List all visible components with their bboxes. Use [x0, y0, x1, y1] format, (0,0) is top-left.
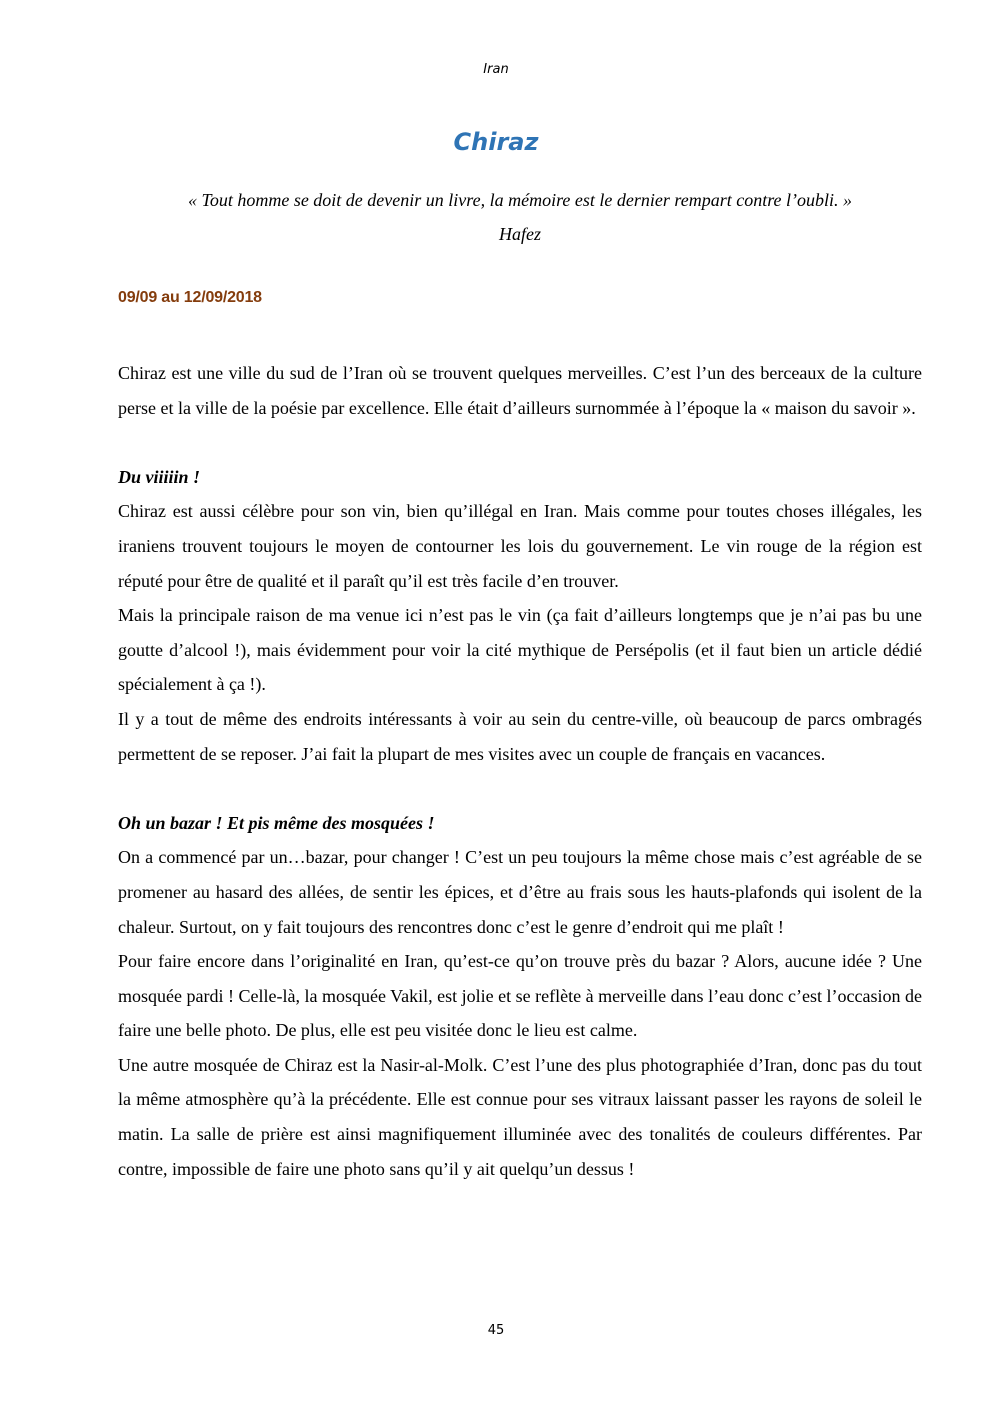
bazar-paragraph-1: On a commencé par un…bazar, pour changer ! C’est un peu toujours la même chose mais c’est agréable de se promener au hasard des allées, de sentir les épices, et d’être au frais sous les hauts-plafonds qui isolent de la chaleur. Surtout, on y fait toujours des rencontres donc c’est le genre d’endroit qui me plaît ! — [118, 847, 922, 937]
wine-paragraph-1: Chiraz est aussi célèbre pour son vin, bien qu’illégal en Iran. Mais comme pour toutes choses illégales, les iraniens trouvent toujours le moyen de contourner les lois du gouvernement. Le vin rouge de la région est réputé pour être de qualité et il paraît qu’il est très facile d’en trouver. — [118, 501, 922, 591]
page-title: Chiraz — [453, 128, 539, 156]
wine-paragraph-2: Mais la principale raison de ma venue ici n’est pas le vin (ça fait d’ailleurs longtemps que je n’ai pas bu une goutte d’alcool !), mais évidemment pour voir la cité mythique de Persépolis (et il faut bien un article dédié spécialement à ça !). — [118, 605, 922, 695]
intro-paragraph: Chiraz est une ville du sud de l’Iran où se trouvent quelques merveilles. C’est l’un des berceaux de la culture perse et la ville de la poésie par excellence. Elle était d’ailleurs surnommée à l’époque la « maison du savoir ». — [118, 363, 922, 418]
section-heading-wine: Du viiiiin ! — [118, 466, 201, 487]
epigraph-author: Hafez — [499, 224, 541, 244]
epigraph — [118, 183, 922, 251]
bazar-paragraph-3: Une autre mosquée de Chiraz est la Nasir-al-Molk. C’est l’une des plus photographiée d’Iran, donc pas du tout la même atmosphère qu’à la précédente. Elle est connue pour ses vitraux laissant passer les rayons de soleil le matin. La salle de prière est ainsi magnifiquement illuminée avec des tonalités de couleurs différentes. Par contre, impossible de faire une photo sans qu’il y ait quelqu’un dessus ! — [118, 1054, 922, 1179]
article-body — [118, 356, 922, 1186]
page-number: 45 — [487, 1323, 505, 1338]
section-heading-bazar: Oh un bazar ! Et pis même des mosquées ! — [118, 812, 435, 833]
epigraph-quote: « Tout homme se doit de devenir un livre, la mémoire est le dernier rempart contre l’oubli. » — [187, 190, 853, 210]
paragraph-spacer — [118, 771, 922, 806]
wine-paragraph-3: Il y a tout de même des endroits intéressants à voir au sein du centre-ville, où beaucoup de parcs ombragés permettent de se reposer. J’ai fait la plupart de mes visites avec un couple de français en vacances. — [118, 708, 922, 764]
paragraph-spacer — [118, 425, 922, 460]
bazar-paragraph-2: Pour faire encore dans l’originalité en Iran, qu’est-ce qu’on trouve près du bazar ? Alors, aucune idée ? Une mosquée pardi ! Celle-là, la mosquée Vakil, est jolie et se reflète à merveille dans l’eau donc c’est l’occasion de faire une belle photo. De plus, elle est peu visitée donc le lieu est calme. — [118, 951, 922, 1041]
running-header: Iran — [483, 62, 509, 77]
date-heading: 09/09 au 12/09/2018 — [118, 289, 262, 306]
